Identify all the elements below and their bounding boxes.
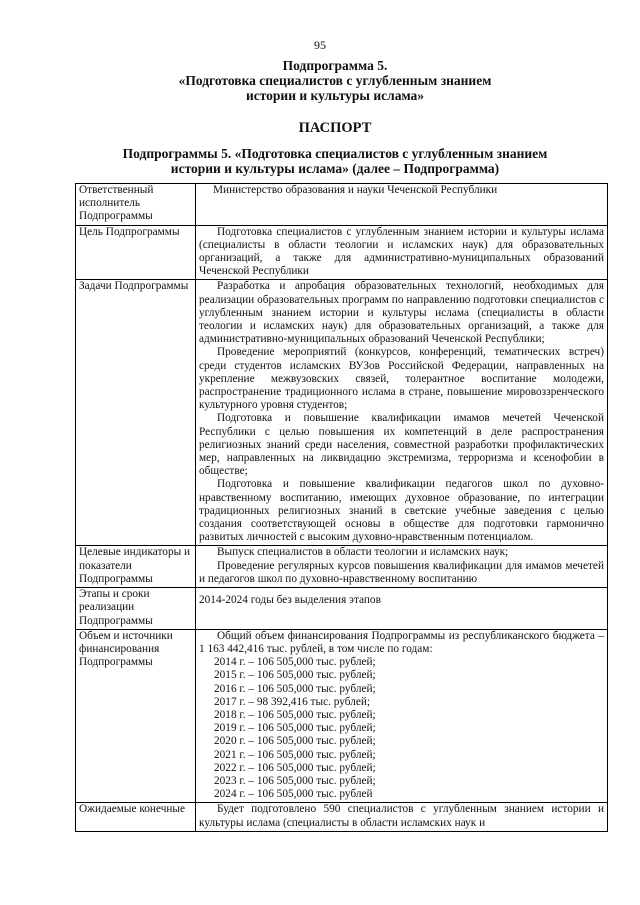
goal-text: Подготовка специалистов с углубленным знанием истории и культуры ислама (специалисты в области теологии и исламских наук) для образовательных организаций, а также для административно-муниципальных образований Чеченской Республики (199, 225, 604, 278)
funding-year: 2020 г. – 106 505,000 тыс. рублей; (214, 735, 376, 748)
expected-value (196, 803, 608, 831)
stages-label: Этапы и сроки реализации Подпрограммы (76, 588, 196, 630)
indicator-paragraph: Проведение регулярных курсов повышения квалификации для имамов мечетей и педагогов школ по духовно-нравственному воспитанию (199, 559, 604, 585)
stages-value (196, 588, 608, 630)
expected-label: Ожидаемые конечные (76, 803, 196, 831)
subprogram-name-line1: «Подготовка специалистов с углубленным знанием (178, 73, 492, 88)
stages-text: 2014-2024 годы без выделения этапов (199, 594, 381, 607)
tasks-label: Задачи Подпрограммы (76, 280, 196, 546)
row-expected (76, 803, 608, 831)
funding-year: 2018 г. – 106 505,000 тыс. рублей; (214, 708, 376, 721)
funding-year: 2021 г. – 106 505,000 тыс. рублей; (214, 748, 376, 761)
document-header (70, 58, 600, 176)
row-executor (76, 184, 608, 226)
funding-value (196, 629, 608, 803)
funding-label: Объем и источники финансирования Подпрограммы (76, 629, 196, 803)
funding-year: 2014 г. – 106 505,000 тыс. рублей; (214, 656, 376, 669)
funding-year: 2019 г. – 106 505,000 тыс. рублей; (214, 722, 376, 735)
goal-label: Цель Подпрограммы (76, 225, 196, 280)
passport-subtitle-line1: Подпрограммы 5. «Подготовка специалистов с углубленным знанием (122, 146, 548, 161)
passport-table (75, 183, 608, 832)
task-paragraph: Подготовка и повышение квалификации педагогов школ по духовно-нравственному воспитанию, имеющих духовное образование, по интеграции традиционных религиозных знаний в светские учебные заведения с целью создания соответствующей основы в обществе для подготовки гармонично развитых личностей с высоким духовно-нравственным потенциалом. (199, 478, 604, 544)
task-paragraph: Проведение мероприятий (конкурсов, конференций, тематических встреч) среди студентов исламских ВУЗов Российской Федерации, направленных на укрепление межвузовских связей, толерантное воспитание молодежи, распространение традиционного ислама в стране, повышение мировоззренческого культурного уровня студентов; (199, 346, 604, 412)
indicator-paragraph: Выпуск специалистов в области теологии и исламских наук; (217, 546, 509, 559)
indicators-label: Целевые индикаторы и показатели Подпрограммы (76, 546, 196, 588)
task-paragraph: Подготовка и повышение квалификации имамов мечетей Чеченской Республики с целью повышения их компетенций в деле распространения религиозных знаний среди населения, совместной разработки профилактических мер, направленных на ликвидацию экстремизма, терроризма и ксенофобии в обществе; (199, 412, 604, 478)
executor-label: Ответственный исполнитель Подпрограммы (76, 184, 196, 226)
funding-year: 2016 г. – 106 505,000 тыс. рублей; (214, 682, 376, 695)
row-goal (76, 225, 608, 280)
row-tasks (76, 280, 608, 546)
executor-value (196, 184, 608, 226)
indicators-value (196, 546, 608, 588)
row-funding (76, 629, 608, 803)
task-paragraph: Разработка и апробация образовательных технологий, необходимых для реализации образовательных программ по направлению подготовки специалистов с углубленным знанием истории и культуры ислама (специалисты в области теологии и исламских наук) для образовательных организаций, а также для административно-муниципальных образований Чеченской Республики; (199, 280, 604, 346)
passport-subtitle-line2: истории и культуры ислама» (далее – Подпрограмма) (170, 161, 500, 176)
funding-year: 2024 г. – 106 505,000 тыс. рублей (214, 788, 373, 801)
expected-text: Будет подготовлено 590 специалистов с углубленным знанием истории и культуры ислама (специалисты в области исламских наук и (199, 803, 604, 829)
funding-year: 2022 г. – 106 505,000 тыс. рублей; (214, 761, 376, 774)
goal-value (196, 225, 608, 280)
funding-year: 2017 г. – 98 392,416 тыс. рублей; (214, 695, 371, 708)
row-indicators (76, 546, 608, 588)
subprogram-title: Подпрограмма 5. (282, 58, 388, 73)
funding-year: 2023 г. – 106 505,000 тыс. рублей; (214, 774, 376, 787)
tasks-value (196, 280, 608, 546)
funding-intro: Общий объем финансирования Подпрограммы из республиканского бюджета – 1 163 442,416 тыс. рублей, в том числе по годам: (199, 629, 604, 655)
passport-title: ПАСПОРТ (298, 120, 372, 136)
executor-text: Министерство образования и науки Чеченской Республики (213, 184, 498, 196)
row-stages (76, 588, 608, 630)
subprogram-name-line2: истории и культуры ислама» (245, 88, 425, 103)
funding-year: 2015 г. – 106 505,000 тыс. рублей; (214, 669, 376, 682)
page-number: 95 (314, 38, 326, 52)
